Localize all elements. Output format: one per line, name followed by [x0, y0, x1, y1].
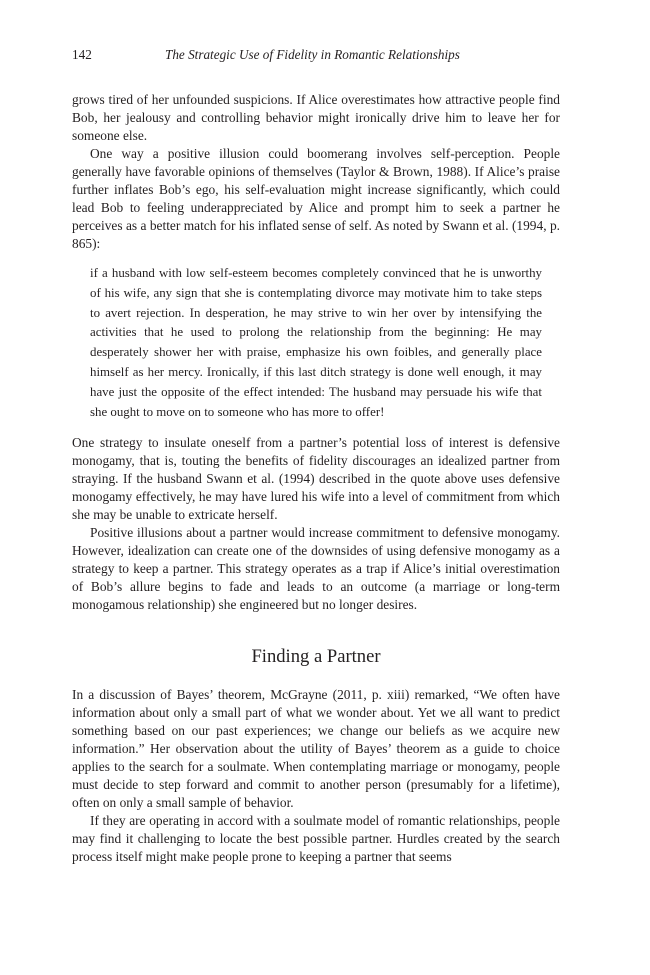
block-quote: if a husband with low self-esteem becomes completely convinced that he is unworthy of his wife, any sign that she is contemplating divorce may motivate him to take steps to avert rejection. In desperation, he may strive to win her over by intensifying the activities that he used to prolong the relationship from the beginning: He may desperately shower her with praise, emphasize his own foibles, and generally place himself as her mercy. Ironically, if this last ditch strategy is done well enough, it may have just the opposite of the effect intended: The husband may persuade his wife that she ought to move on to someone who has more to offer!	[90, 266, 542, 419]
section-heading: Finding a Partner	[251, 646, 381, 668]
paragraph-4: Positive illusions about a partner would increase commitment to defensive monogamy. However, idealization can create one of the downsides of using defensive monogamy as a strategy to keep a partner. This strategy operates as a trap if Alice’s initial overestimation of Bob’s allure begins to fade and leads to an outcome (a marriage or long-term monogamous relationship) she engineered but no longer desires.	[72, 525, 560, 613]
paragraph-1: grows tired of her unfounded suspicions. If Alice overestimates how attractive people find Bob, her jealousy and controlling behavior might ironically drive him to leave her for someone else.	[72, 92, 560, 143]
page-number: 142	[72, 47, 92, 62]
running-title: The Strategic Use of Fidelity in Romantic Relationships	[165, 47, 460, 62]
paragraph-3: One strategy to insulate oneself from a partner’s potential loss of interest is defensive monogamy, that is, touting the benefits of fidelity discourages an idealized partner from straying. If the husband Swann et al. (1994) described in the quote above uses defensive monogamy effectively, he may have lured his wife into a level of commitment from which she may be unable to extricate herself.	[72, 435, 560, 523]
running-head	[72, 47, 560, 65]
paragraph-2: One way a positive illusion could boomerang involves self-perception. People generally have favorable opinions of themselves (Taylor & Brown, 1988). If Alice’s praise further inflates Bob’s ego, his self-evaluation might increase significantly, which could lead Bob to feeling underappreciated by Alice and prompt him to seek a partner he perceives as a better match for his inflated sense of self. As noted by Swann et al. (1994, p. 865):	[72, 146, 560, 251]
paragraph-5: In a discussion of Bayes’ theorem, McGrayne (2011, p. xiii) remarked, “We often have information about only a small part of what we wonder about. Yet we all want to predict something based on our past experiences; we change our beliefs as we acquire new information.” Her observation about the utility of Bayes’ theorem as a guide to choice applies to the search for a soulmate. When contemplating marriage or monogamy, people must decide to step forward and commit to another person (presumably for a lifetime), often on only a small sample of behavior.	[72, 687, 560, 811]
paragraph-6: If they are operating in accord with a soulmate model of romantic relationships, people may find it challenging to locate the best possible partner. Hurdles created by the search process itself might make people prone to keeping a partner that seems	[72, 813, 560, 865]
body-text	[72, 91, 560, 866]
